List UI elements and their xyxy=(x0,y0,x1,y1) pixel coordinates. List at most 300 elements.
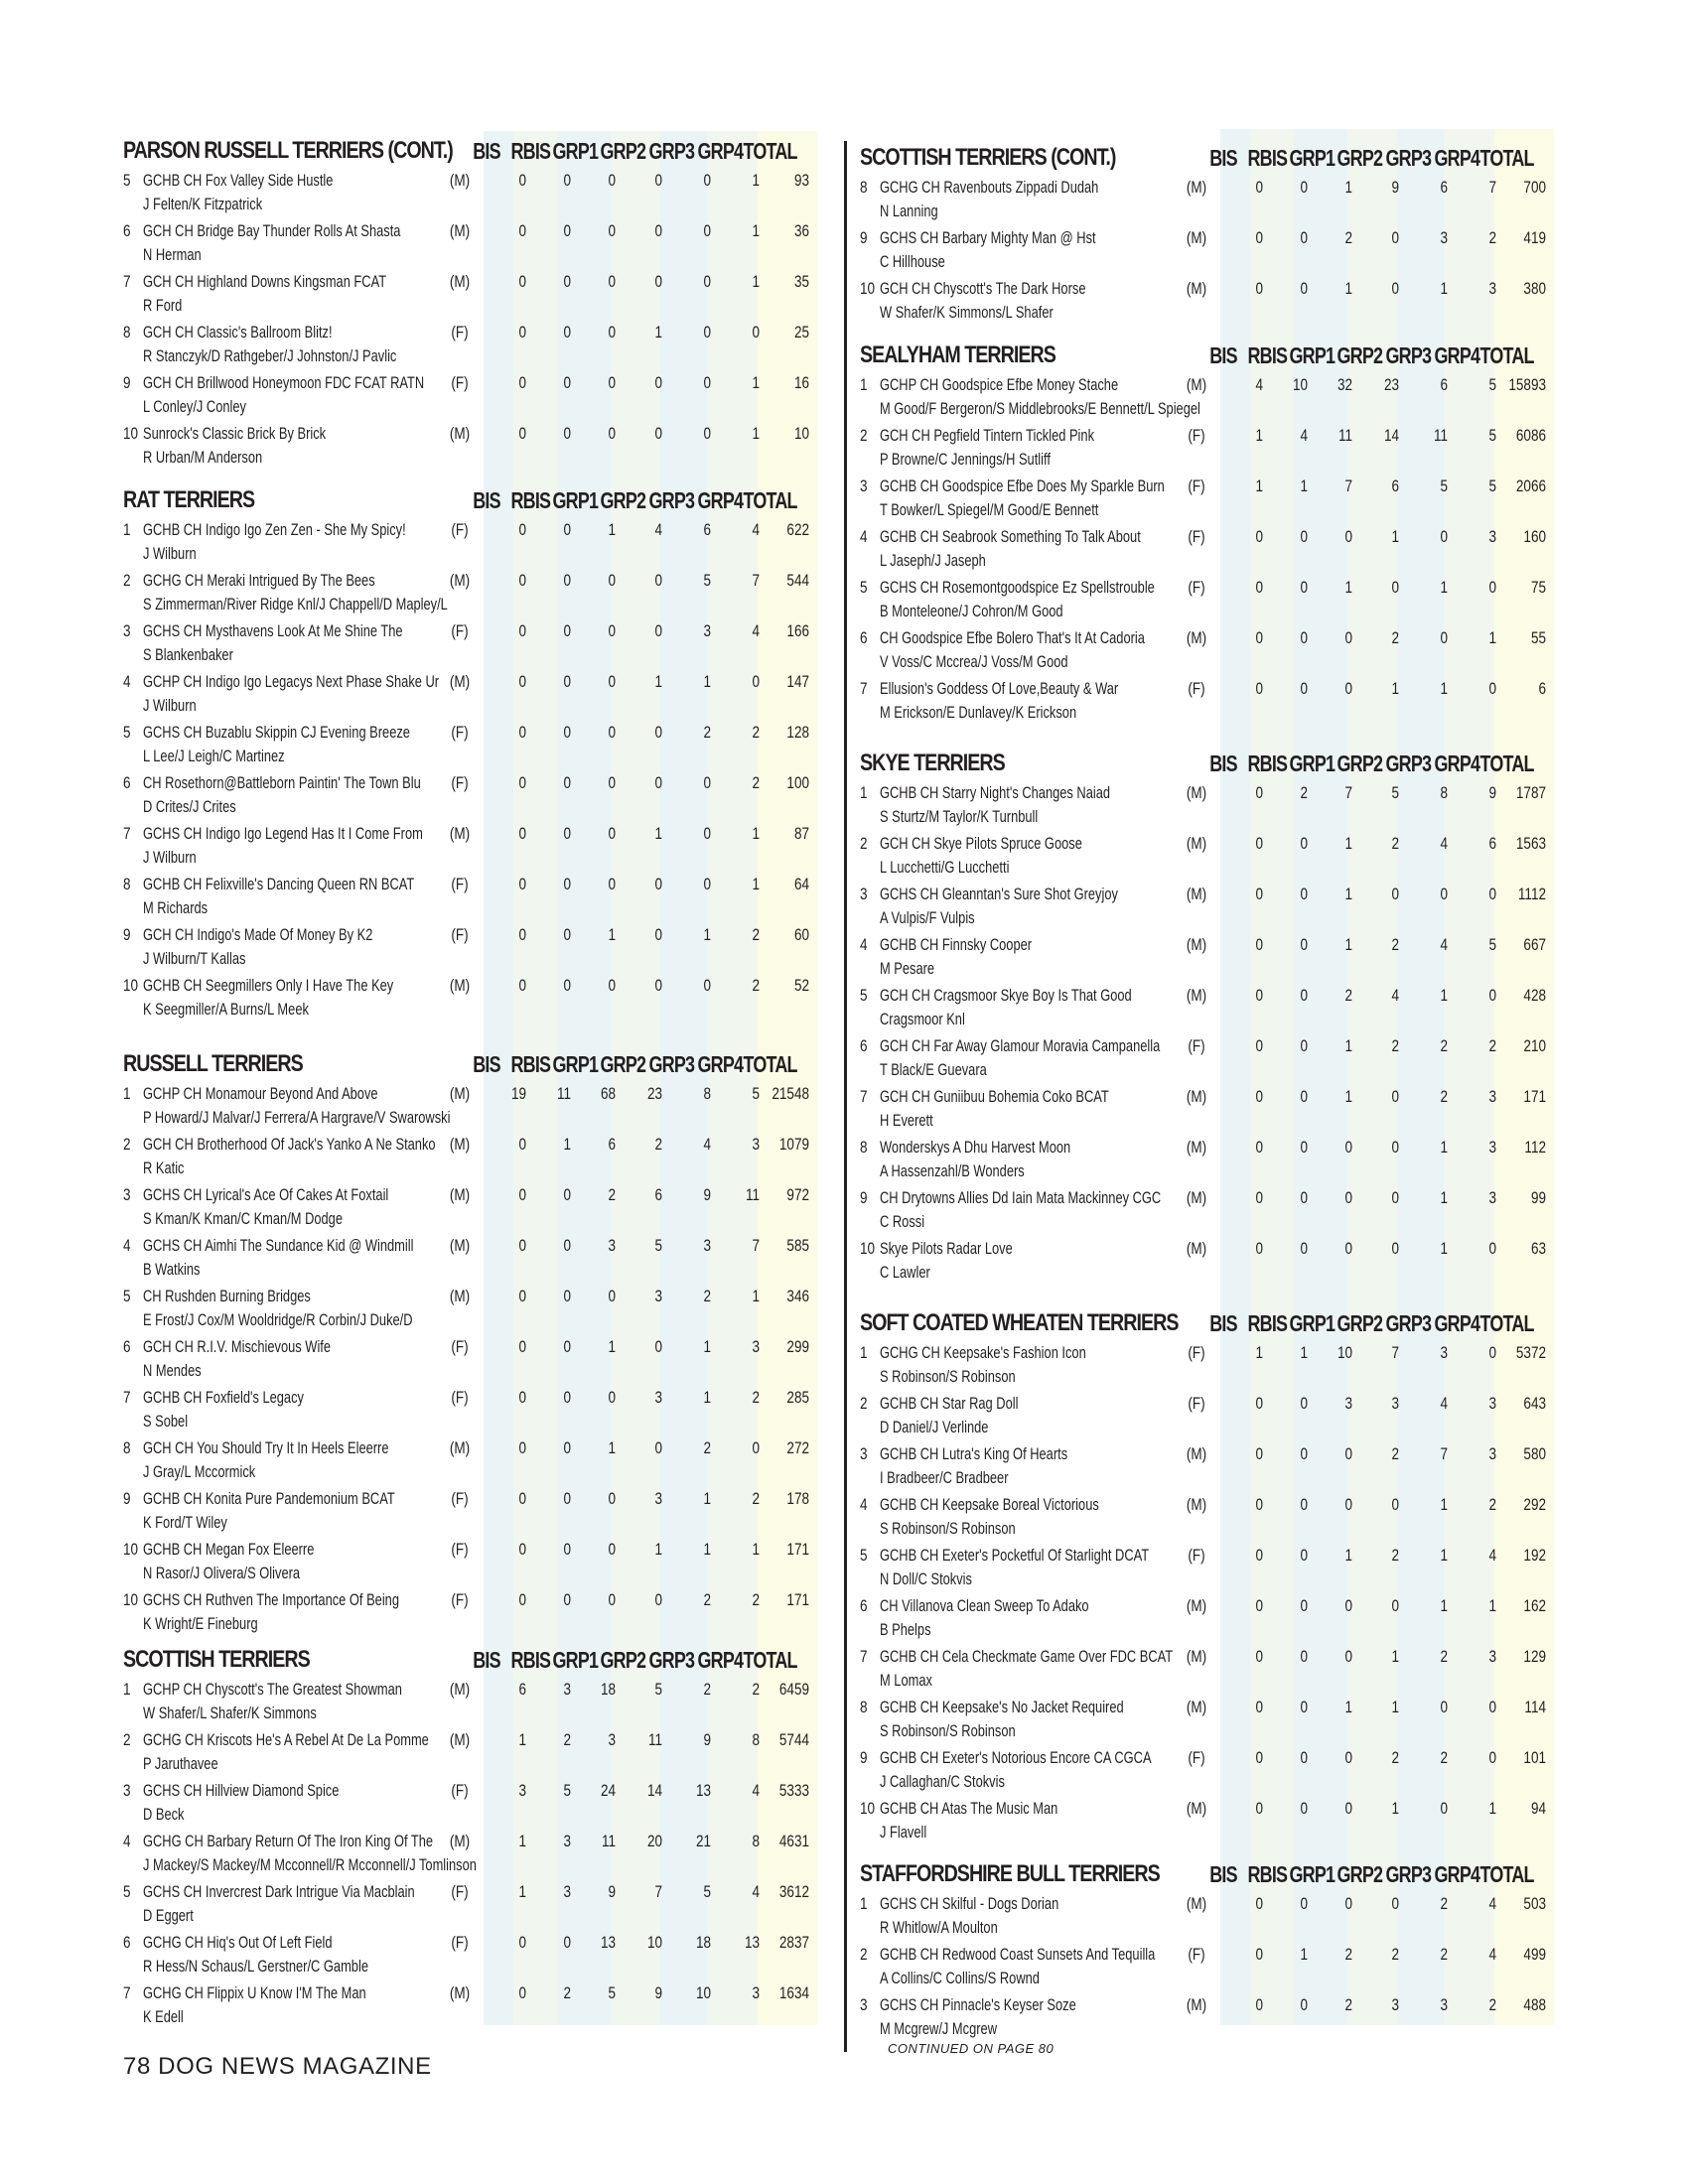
stat-rbis: 2 xyxy=(1300,784,1308,802)
owner-names: Cragsmoor Knl xyxy=(880,1011,965,1028)
stat-total: 192 xyxy=(1523,1547,1546,1565)
stat-grp1: 0 xyxy=(608,876,616,893)
stat-bis: 0 xyxy=(1255,629,1263,647)
stat-grp1: 1 xyxy=(608,1338,616,1356)
stat-grp2: 6 xyxy=(654,1186,662,1204)
dog-name: GCHB CH Keepsake Boreal Victorious xyxy=(880,1496,1099,1514)
stat-grp2: 0 xyxy=(654,374,662,392)
dog-sex: (F) xyxy=(1188,478,1205,495)
stat-grp1: 1 xyxy=(1344,280,1352,298)
stat-grp1: 5 xyxy=(608,1984,616,2002)
stat-grp2: 1 xyxy=(654,825,662,843)
stat-bis: 0 xyxy=(1255,1037,1263,1055)
stat-total: 700 xyxy=(1523,179,1546,197)
ranking-entry xyxy=(856,224,1569,275)
ranking-entry xyxy=(119,516,832,567)
stat-grp1: 18 xyxy=(600,1681,616,1699)
entry-rank: 8 xyxy=(860,179,868,197)
stat-bis: 0 xyxy=(518,1136,526,1154)
stat-rbis: 0 xyxy=(1300,1037,1308,1055)
stat-grp4: 2 xyxy=(1488,1996,1496,2014)
entry-rank: 2 xyxy=(860,427,868,445)
stat-bis: 0 xyxy=(1255,179,1263,197)
stat-total: 6086 xyxy=(1515,427,1546,445)
stat-rbis: 0 xyxy=(1300,835,1308,853)
owner-names: P Browne/C Jennings/H Sutliff xyxy=(880,451,1051,469)
dog-name: GCHS CH Pinnacle's Keyser Soze xyxy=(880,1996,1076,2014)
entry-rank: 5 xyxy=(123,1288,131,1305)
dog-name: GCHB CH Megan Fox Eleerre xyxy=(143,1541,315,1559)
stat-total: 292 xyxy=(1523,1496,1546,1514)
stat-bis: 1 xyxy=(1255,478,1263,495)
stat-bis: 0 xyxy=(1255,1088,1263,1106)
stat-grp2: 5 xyxy=(1391,784,1399,802)
dog-name: Skye Pilots Radar Love xyxy=(880,1240,1013,1258)
stat-grp4: 2 xyxy=(752,926,760,944)
stat-grp3: 2 xyxy=(703,724,711,742)
stat-grp2: 2 xyxy=(1391,1749,1399,1767)
ranking-entry xyxy=(856,1491,1569,1542)
stat-grp3: 0 xyxy=(703,324,711,341)
stat-grp4: 1 xyxy=(752,222,760,240)
stat-grp2: 0 xyxy=(1391,1597,1399,1615)
column-header-grp1: GRP1 xyxy=(552,138,599,164)
stat-grp4: 0 xyxy=(1488,579,1496,597)
ranking-entry xyxy=(119,217,832,268)
dog-sex: (M) xyxy=(449,1186,471,1204)
stat-total: 25 xyxy=(793,324,809,341)
stat-grp4: 4 xyxy=(752,1782,760,1800)
stat-grp3: 2 xyxy=(703,1439,711,1457)
entry-rank: 1 xyxy=(860,376,868,394)
column-header-grp4: GRP4 xyxy=(1434,1310,1480,1336)
entry-rank: 1 xyxy=(860,1344,868,1362)
ranking-entry xyxy=(856,1440,1569,1491)
breed-section xyxy=(856,338,1569,726)
dog-name: CH Goodspice Efbe Bolero That's It At Cadoria xyxy=(880,629,1145,647)
stat-total: 16 xyxy=(793,374,809,392)
stat-bis: 1 xyxy=(1255,1344,1263,1362)
dog-sex: (M) xyxy=(449,1731,471,1749)
dog-sex: (F) xyxy=(451,774,469,792)
section-title: RAT TERRIERS xyxy=(123,486,255,513)
dog-sex: (M) xyxy=(449,273,471,291)
owner-names: M Richards xyxy=(143,899,209,917)
stat-rbis: 0 xyxy=(563,172,571,190)
dog-name: GCH CH Classic's Ballroom Blitz! xyxy=(143,324,333,341)
stat-grp4: 3 xyxy=(1488,280,1496,298)
stat-grp4: 2 xyxy=(1488,229,1496,247)
stat-total: 75 xyxy=(1530,579,1546,597)
stat-grp2: 23 xyxy=(646,1085,662,1103)
stat-rbis: 0 xyxy=(1300,179,1308,197)
owner-names: K Seegmiller/A Burns/L Meek xyxy=(143,1001,309,1019)
owner-names: R Ford xyxy=(143,297,183,315)
stat-grp1: 0 xyxy=(608,977,616,995)
column-header-total: TOTAL xyxy=(743,1051,797,1077)
entry-rank: 2 xyxy=(123,572,131,590)
stat-bis: 0 xyxy=(518,1439,526,1457)
owner-names: D Daniel/J Verlinde xyxy=(880,1419,989,1436)
dog-sex: (M) xyxy=(1186,629,1207,647)
stat-grp1: 32 xyxy=(1336,376,1352,394)
entry-rank: 5 xyxy=(123,724,131,742)
stat-total: 36 xyxy=(793,222,809,240)
stat-bis: 0 xyxy=(518,977,526,995)
owner-names: C Lawler xyxy=(880,1264,930,1282)
stat-total: 166 xyxy=(786,622,809,640)
dog-name: GCHB CH Goodspice Efbe Does My Sparkle Burn xyxy=(880,478,1165,495)
stat-total: 643 xyxy=(1523,1395,1546,1413)
stat-grp4: 2 xyxy=(752,1490,760,1508)
stat-grp4: 3 xyxy=(752,1984,760,2002)
stat-bis: 0 xyxy=(1255,886,1263,903)
stat-bis: 0 xyxy=(518,926,526,944)
stat-grp2: 0 xyxy=(654,774,662,792)
entry-rank: 9 xyxy=(860,1189,868,1207)
stat-grp3: 7 xyxy=(1440,1445,1448,1463)
stat-rbis: 0 xyxy=(563,1439,571,1457)
ranking-entry xyxy=(119,769,832,820)
stat-total: 499 xyxy=(1523,1946,1546,1964)
stat-total: 35 xyxy=(793,273,809,291)
entry-rank: 9 xyxy=(123,1490,131,1508)
column-header-grp4: GRP4 xyxy=(1434,342,1480,368)
stat-grp3: 4 xyxy=(1440,936,1448,954)
owner-names: K Edell xyxy=(143,2008,184,2026)
dog-name: GCHS CH Aimhi The Sundance Kid @ Windmill xyxy=(143,1237,414,1255)
stat-grp3: 5 xyxy=(1440,478,1448,495)
stat-bis: 4 xyxy=(1255,376,1263,394)
stat-grp3: 1 xyxy=(1440,1139,1448,1157)
owner-names: D Beck xyxy=(143,1806,185,1824)
entry-rank: 6 xyxy=(123,222,131,240)
stat-grp1: 0 xyxy=(1344,1648,1352,1666)
stat-grp3: 6 xyxy=(703,521,711,539)
dog-name: GCHS CH Gleanntan's Sure Shot Greyjoy xyxy=(880,886,1118,903)
dog-sex: (F) xyxy=(451,1934,469,1952)
stat-grp1: 0 xyxy=(1344,1240,1352,1258)
stat-rbis: 0 xyxy=(1300,1895,1308,1913)
stat-grp1: 0 xyxy=(608,774,616,792)
stat-grp1: 13 xyxy=(600,1934,616,1952)
owner-names: S Sobel xyxy=(143,1413,189,1431)
stat-grp2: 5 xyxy=(654,1681,662,1699)
entry-rank: 3 xyxy=(860,478,868,495)
owner-names: L Lucchetti/G Lucchetti xyxy=(880,859,1010,877)
dog-name: GCHG CH Kriscots He's A Rebel At De La Pomme xyxy=(143,1731,429,1749)
stat-total: 147 xyxy=(786,673,809,691)
owner-names: N Doll/C Stokvis xyxy=(880,1570,972,1588)
stat-grp3: 1 xyxy=(1440,1547,1448,1565)
stat-grp4: 1 xyxy=(752,876,760,893)
ranking-entry xyxy=(119,1333,832,1384)
stat-rbis: 0 xyxy=(1300,1496,1308,1514)
stat-grp1: 6 xyxy=(608,1136,616,1154)
stat-total: 6459 xyxy=(778,1681,809,1699)
column-header-grp2: GRP2 xyxy=(1336,751,1383,776)
stat-grp3: 3 xyxy=(1440,1996,1448,2014)
stat-grp2: 0 xyxy=(1391,1139,1399,1157)
dog-sex: (F) xyxy=(1188,680,1205,698)
stat-grp2: 0 xyxy=(1391,1189,1399,1207)
owner-names: P Jaruthavee xyxy=(143,1755,218,1773)
dog-sex: (F) xyxy=(451,1782,469,1800)
stat-bis: 0 xyxy=(518,521,526,539)
stat-grp2: 9 xyxy=(654,1984,662,2002)
stat-grp3: 2 xyxy=(703,1591,711,1609)
dog-name: GCH CH Chyscott's The Dark Horse xyxy=(880,280,1086,298)
dog-name: GCHS CH Hillview Diamond Spice xyxy=(143,1782,340,1800)
stat-grp4: 3 xyxy=(1488,1445,1496,1463)
stat-total: 1079 xyxy=(778,1136,809,1154)
stat-bis: 0 xyxy=(518,1186,526,1204)
stat-total: 667 xyxy=(1523,936,1546,954)
stat-total: 160 xyxy=(1523,528,1546,546)
stat-grp1: 2 xyxy=(1344,1996,1352,2014)
stat-grp3: 0 xyxy=(1440,1699,1448,1716)
stat-total: 299 xyxy=(786,1338,809,1356)
stat-grp4: 1 xyxy=(752,825,760,843)
stat-grp4: 0 xyxy=(1488,987,1496,1005)
column-header-grp3: GRP3 xyxy=(648,1051,695,1077)
column-header-grp1: GRP1 xyxy=(1289,342,1336,368)
dog-name: GCH CH Brillwood Honeymoon FDC FCAT RATN xyxy=(143,374,425,392)
stat-total: 419 xyxy=(1523,229,1546,247)
dog-sex: (F) xyxy=(451,724,469,742)
entry-rank: 2 xyxy=(860,1395,868,1413)
dog-sex: (F) xyxy=(451,622,469,640)
stat-bis: 0 xyxy=(1255,1946,1263,1964)
dog-name: GCHP CH Chyscott's The Greatest Showman xyxy=(143,1681,402,1699)
column-header-grp4: GRP4 xyxy=(1434,1861,1480,1887)
section-header xyxy=(119,1642,832,1676)
dog-sex: (F) xyxy=(451,521,469,539)
dog-name: GCHB CH Exeter's Notorious Encore CA CGCA xyxy=(880,1749,1152,1767)
stat-rbis: 0 xyxy=(563,774,571,792)
dog-sex: (F) xyxy=(451,876,469,893)
column-header-grp4: GRP4 xyxy=(697,1647,744,1673)
owner-names: S Blankenbaker xyxy=(143,646,233,664)
stat-grp1: 7 xyxy=(1344,478,1352,495)
stat-grp2: 1 xyxy=(654,1541,662,1559)
stat-grp4: 0 xyxy=(1488,1240,1496,1258)
dog-name: GCHG CH Ravenbouts Zippadi Dudah xyxy=(880,179,1099,197)
stat-bis: 0 xyxy=(1255,1749,1263,1767)
stat-grp3: 13 xyxy=(695,1782,711,1800)
stat-grp3: 6 xyxy=(1440,376,1448,394)
dog-sex: (M) xyxy=(1186,1088,1207,1106)
stat-bis: 0 xyxy=(1255,1996,1263,2014)
owner-names: R Stanczyk/D Rathgeber/J Johnston/J Pavlic xyxy=(143,347,397,365)
stat-rbis: 0 xyxy=(1300,680,1308,698)
ranking-entry xyxy=(119,167,832,217)
left-column xyxy=(119,0,832,2184)
ranking-entry xyxy=(119,1929,832,1979)
stat-grp2: 0 xyxy=(1391,280,1399,298)
stat-grp1: 0 xyxy=(1344,528,1352,546)
dog-sex: (M) xyxy=(449,172,471,190)
stat-grp2: 0 xyxy=(654,926,662,944)
dog-name: GCHB CH Fox Valley Side Hustle xyxy=(143,172,334,190)
stat-bis: 0 xyxy=(1255,1547,1263,1565)
stat-grp3: 2 xyxy=(1440,1749,1448,1767)
stat-grp3: 5 xyxy=(703,1883,711,1901)
stat-bis: 3 xyxy=(518,1782,526,1800)
entry-rank: 10 xyxy=(860,1240,876,1258)
stat-rbis: 0 xyxy=(563,926,571,944)
ranking-entry xyxy=(119,1080,832,1131)
stat-total: 55 xyxy=(1530,629,1546,647)
stat-grp1: 0 xyxy=(608,1288,616,1305)
ranking-entry xyxy=(119,668,832,719)
stat-grp4: 3 xyxy=(1488,528,1496,546)
owner-names: J Flavell xyxy=(880,1824,927,1842)
ranking-entry xyxy=(856,1592,1569,1643)
stat-bis: 0 xyxy=(518,1541,526,1559)
stat-grp2: 0 xyxy=(1391,229,1399,247)
stat-bis: 0 xyxy=(1255,229,1263,247)
stat-rbis: 0 xyxy=(1300,1445,1308,1463)
stat-grp2: 1 xyxy=(1391,528,1399,546)
stat-grp4: 2 xyxy=(1488,1496,1496,1514)
stat-rbis: 0 xyxy=(563,1541,571,1559)
stat-grp1: 1 xyxy=(608,926,616,944)
stat-grp2: 3 xyxy=(654,1288,662,1305)
stat-bis: 1 xyxy=(518,1731,526,1749)
section-header xyxy=(856,338,1569,371)
ranking-entry xyxy=(119,972,832,1023)
entry-rank: 3 xyxy=(123,1186,131,1204)
stat-grp2: 3 xyxy=(654,1490,662,1508)
entry-rank: 6 xyxy=(860,1597,868,1615)
stat-total: 64 xyxy=(793,876,809,893)
ranking-entry xyxy=(119,1828,832,1878)
ranking-entry xyxy=(856,1694,1569,1744)
stat-grp2: 0 xyxy=(654,222,662,240)
stat-rbis: 0 xyxy=(1300,629,1308,647)
entry-rank: 8 xyxy=(860,1699,868,1716)
stat-bis: 0 xyxy=(1255,1597,1263,1615)
stat-rbis: 0 xyxy=(1300,1699,1308,1716)
ranking-entry xyxy=(856,1991,1569,2042)
page-footer: 78 DOG NEWS MAGAZINE xyxy=(123,2053,432,2080)
entry-rank: 4 xyxy=(123,673,131,691)
stat-total: 5333 xyxy=(778,1782,809,1800)
dog-name: Sunrock's Classic Brick By Brick xyxy=(143,425,327,443)
stat-rbis: 0 xyxy=(1300,280,1308,298)
stat-grp4: 2 xyxy=(752,1389,760,1407)
stat-grp4: 3 xyxy=(1488,1088,1496,1106)
stat-grp1: 0 xyxy=(1344,629,1352,647)
section-header xyxy=(856,1305,1569,1339)
stat-grp3: 10 xyxy=(695,1984,711,2002)
stat-grp1: 0 xyxy=(608,673,616,691)
breed-section xyxy=(856,140,1569,326)
ranking-entry xyxy=(119,420,832,471)
dog-name: GCHB CH Foxfield's Legacy xyxy=(143,1389,304,1407)
breed-section xyxy=(856,1856,1569,2042)
stat-grp3: 1 xyxy=(703,1490,711,1508)
stat-grp1: 1 xyxy=(1344,1699,1352,1716)
entry-rank: 7 xyxy=(123,1389,131,1407)
section-title: SKYE TERRIERS xyxy=(860,750,1005,776)
stat-bis: 0 xyxy=(518,724,526,742)
stat-grp2: 2 xyxy=(1391,1946,1399,1964)
stat-grp2: 0 xyxy=(654,425,662,443)
entry-rank: 9 xyxy=(123,374,131,392)
stat-rbis: 10 xyxy=(1292,376,1308,394)
stat-grp4: 1 xyxy=(752,1541,760,1559)
stat-grp2: 6 xyxy=(1391,478,1399,495)
stat-grp4: 2 xyxy=(752,724,760,742)
dog-name: GCHS CH Lyrical's Ace Of Cakes At Foxtail xyxy=(143,1186,389,1204)
ranking-entry xyxy=(856,1941,1569,1991)
dog-name: GCHS CH Buzablu Skippin CJ Evening Breeze xyxy=(143,724,410,742)
stat-grp1: 0 xyxy=(608,724,616,742)
stat-grp2: 0 xyxy=(654,977,662,995)
entry-rank: 8 xyxy=(123,1439,131,1457)
dog-sex: (M) xyxy=(1186,1139,1207,1157)
dog-name: GCHB CH Felixville's Dancing Queen RN BCAT xyxy=(143,876,415,893)
stat-bis: 0 xyxy=(1255,1800,1263,1818)
entry-rank: 5 xyxy=(123,1883,131,1901)
column-header-rbis: RBIS xyxy=(510,487,551,513)
stat-total: 488 xyxy=(1523,1996,1546,2014)
stat-grp2: 2 xyxy=(1391,629,1399,647)
column-header-rbis: RBIS xyxy=(510,1647,551,1673)
dog-name: GCHB CH Atas The Music Man xyxy=(880,1800,1058,1818)
stat-total: 101 xyxy=(1523,1749,1546,1767)
stat-grp2: 14 xyxy=(646,1782,662,1800)
dog-sex: (M) xyxy=(1186,376,1207,394)
ranking-entry xyxy=(119,1878,832,1929)
stat-grp4: 4 xyxy=(1488,1547,1496,1565)
breed-section xyxy=(119,1046,832,1637)
ranking-entry xyxy=(856,523,1569,574)
section-header xyxy=(119,133,832,167)
owner-names: N Herman xyxy=(143,246,202,264)
stat-rbis: 4 xyxy=(1300,427,1308,445)
stat-bis: 6 xyxy=(518,1681,526,1699)
stat-grp2: 1 xyxy=(654,673,662,691)
dog-sex: (F) xyxy=(1188,1037,1205,1055)
dog-sex: (M) xyxy=(449,1984,471,2002)
stat-grp3: 3 xyxy=(703,622,711,640)
entry-rank: 10 xyxy=(860,280,876,298)
dog-sex: (M) xyxy=(1186,1240,1207,1258)
dog-name: GCH CH Bridge Bay Thunder Rolls At Shasta xyxy=(143,222,401,240)
stat-total: 21548 xyxy=(772,1085,809,1103)
right-column xyxy=(856,0,1569,2184)
stat-grp3: 0 xyxy=(703,425,711,443)
section-header xyxy=(119,482,832,516)
owner-names: J Wilburn/T Kallas xyxy=(143,950,246,968)
owner-names: A Hassenzahl/B Wonders xyxy=(880,1162,1025,1180)
stat-grp3: 6 xyxy=(1440,179,1448,197)
stat-bis: 0 xyxy=(518,172,526,190)
dog-name: GCH CH Cragsmoor Skye Boy Is That Good xyxy=(880,987,1132,1005)
owner-names: B Watkins xyxy=(143,1261,201,1279)
ranking-entry xyxy=(119,1283,832,1333)
column-header-grp3: GRP3 xyxy=(1385,145,1432,171)
stat-rbis: 1 xyxy=(1300,1344,1308,1362)
ranking-entry xyxy=(119,921,832,972)
stat-rbis: 0 xyxy=(563,374,571,392)
entry-rank: 1 xyxy=(860,784,868,802)
dog-name: CH Rushden Burning Bridges xyxy=(143,1288,311,1305)
stat-grp3: 1 xyxy=(703,926,711,944)
